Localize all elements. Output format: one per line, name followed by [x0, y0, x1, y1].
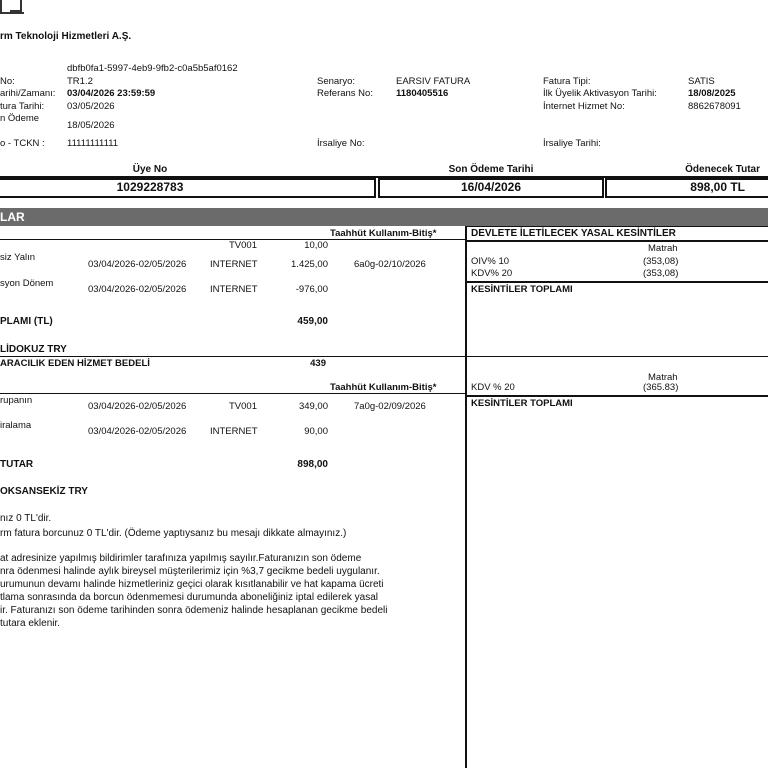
agent-fee-value: 439 — [310, 358, 326, 369]
row2-code: INTERNET — [210, 259, 258, 270]
b2-row1-period: 03/04/2026-02/05/2026 — [88, 401, 187, 412]
internet-value: 8862678091 — [688, 101, 741, 112]
total1-value: 459,00 — [297, 316, 328, 327]
note-para-4: tlama sonrasında da borcun ödenmemesi durumunda aboneliğiniz iptal edilerek yasal — [0, 592, 379, 603]
row1-code: TV001 — [229, 240, 257, 251]
note-line-2: rm fatura borcunuz 0 TL'dir. (Ödeme yaptıysanız bu mesajı dikkate almayınız.) — [0, 528, 347, 539]
amount-words-1: LİDOKUZ TRY — [0, 344, 67, 355]
tax1-matrah: Matrah — [648, 243, 678, 254]
tax2-row1-value: (365.83) — [643, 382, 679, 393]
invoice-date-value: 03/05/2026 — [67, 101, 115, 112]
note-para-1: at adresinize yapılmış bildirimler tarafınıza yapılmış sayılır.Faturanızın son ödeme — [0, 553, 362, 564]
b2-row1-amount: 349,00 — [298, 401, 328, 412]
b2-row2-amount: 90,00 — [304, 426, 328, 437]
due-value: 18/05/2026 — [67, 120, 115, 131]
b2-row2-period: 03/04/2026-02/05/2026 — [88, 426, 187, 437]
amount-words-2: OKSANSEKİZ TRY — [0, 486, 88, 497]
scenario-value: EARSIV FATURA — [396, 76, 471, 87]
row3-amount: -976,00 — [295, 284, 328, 295]
commit-header-2: Taahhüt Kullanım-Bitiş* — [330, 382, 437, 393]
tckn-label: o - TCKN : — [0, 138, 45, 149]
tax1-row1-value: (353,08) — [643, 256, 679, 267]
type-value: SATIS — [688, 76, 715, 87]
total1-label: PLAMI (TL) — [0, 316, 53, 327]
tax1-row1-label: OIV% 10 — [471, 256, 510, 267]
row1-desc: siz Yalın — [0, 252, 36, 263]
b2-row1-commit: 7a0g-02/09/2026 — [354, 401, 426, 412]
internet-label: İnternet Hizmet No: — [543, 101, 625, 112]
lastpay-value: 16/04/2026 — [460, 180, 522, 194]
invoice-date-label: tura Tarihi: — [0, 101, 45, 112]
activation-label: İlk Üyelik Aktivasyon Tarihi: — [543, 88, 657, 99]
b2-row2-desc: iralama — [0, 420, 32, 431]
note-line-1: nız 0 TL'dir. — [0, 513, 52, 524]
tax1-total: KESİNTİLER TOPLAMI — [471, 284, 573, 295]
note-para-6: tutara eklenir. — [0, 618, 61, 629]
tax1-title: DEVLETE İLETİLECEK YASAL KESİNTİLER — [471, 228, 676, 239]
note-para-5: ir. Faturanızı son ödeme tarihinden sonra ödemeniz halinde hesaplanan gecikme bedeli — [0, 605, 388, 616]
row2-amount: 1.425,00 — [291, 259, 328, 270]
no-label: No: — [0, 76, 15, 87]
lastpay-label: Son Ödeme Tarihi — [448, 164, 534, 175]
section-bar — [0, 208, 768, 226]
amount-label: Ödenecek Tutar — [685, 164, 760, 175]
waybill-no-label: İrsaliye No: — [317, 138, 365, 149]
member-value: 1029228783 — [116, 180, 184, 194]
due-label: n Ödeme — [0, 113, 40, 124]
type-label: Fatura Tipi: — [543, 76, 591, 87]
row2-commit: 6a0g-02/10/2026 — [354, 259, 426, 270]
datetime-value: 03/04/2026 23:59:59 — [67, 88, 156, 99]
row1-amount: 10,00 — [304, 240, 328, 251]
tckn-value: 11111111111 — [67, 138, 119, 149]
tax1-row2-value: (353,08) — [643, 268, 679, 279]
ref-label: Referans No: — [317, 88, 373, 99]
row3-desc: syon Dönem — [0, 278, 54, 289]
no-value: TR1.2 — [67, 76, 93, 87]
b2-row2-code: INTERNET — [210, 426, 258, 437]
total2-label: TUTAR — [0, 459, 34, 470]
commit-header-1: Taahhüt Kullanım-Bitiş* — [330, 228, 437, 239]
activation-value: 18/08/2025 — [688, 88, 736, 99]
b2-row1-desc: rupanın — [0, 395, 33, 406]
uuid-value: dbfb0fa1-5997-4eb9-9fb2-c0a5b5af0162 — [67, 63, 238, 74]
note-para-2: nra ödenmesi halinde aylık bireysel müşterilerimiz için %3,7 gecikme bedeli uygulanır. — [0, 566, 380, 577]
tax2-row1-label: KDV % 20 — [471, 382, 515, 393]
section-title: LAR — [0, 210, 25, 224]
column-divider — [465, 226, 467, 768]
b2-row1-code: TV001 — [229, 401, 257, 412]
tax2-total: KESİNTİLER TOPLAMI — [471, 398, 573, 409]
tax1-row2-label: KDV% 20 — [471, 268, 513, 279]
agent-fee-label: ARACILIK EDEN HİZMET BEDELİ — [0, 358, 150, 369]
scenario-label: Senaryo: — [317, 76, 356, 87]
row2-period: 03/04/2026-02/05/2026 — [88, 259, 187, 270]
member-label: Üye No — [132, 164, 168, 175]
company-name: rm Teknoloji Hizmetleri A.Ş. — [0, 31, 132, 42]
amount-value: 898,00 TL — [690, 180, 745, 194]
total2-value: 898,00 — [297, 459, 328, 470]
note-para-3: urumunun devamı halinde hizmetleriniz geçici olarak kısıtlanabilir ve hat kapama ücreti — [0, 579, 384, 590]
waybill-date-label: İrsaliye Tarihi: — [543, 138, 601, 149]
datetime-label: arihi/Zamanı: — [0, 88, 56, 99]
row3-code: INTERNET — [210, 284, 258, 295]
ref-value: 1180405516 — [396, 88, 449, 99]
tax2-matrah: Matrah — [648, 372, 678, 383]
row3-period: 03/04/2026-02/05/2026 — [88, 284, 187, 295]
